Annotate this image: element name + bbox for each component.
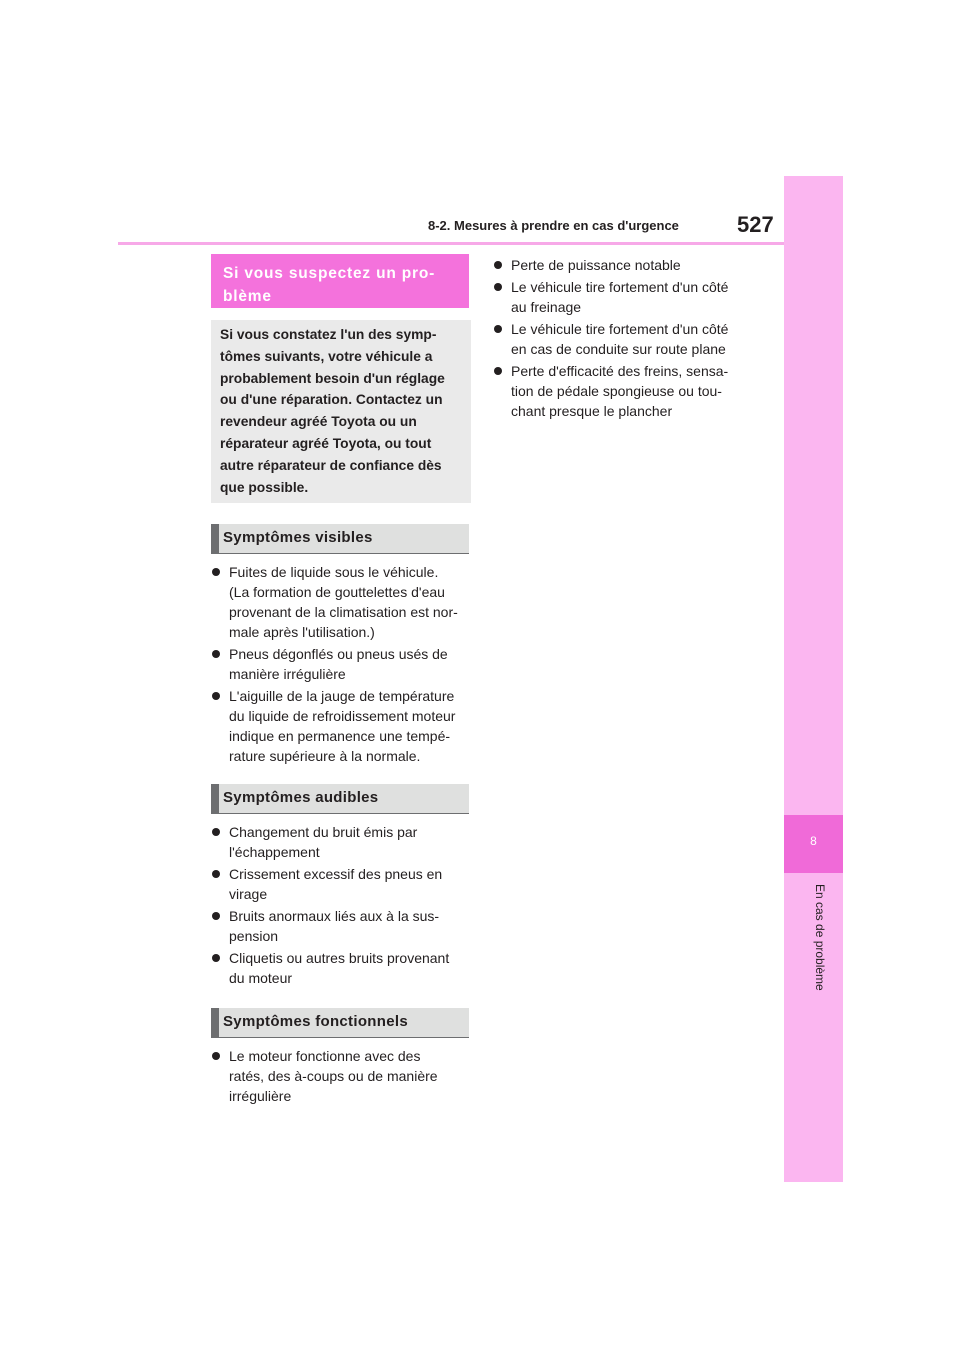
- list-item: L'aiguille de la jauge de température du liquide de refroidissement moteur indique en permanence une tempé- rature supérieure à la normale.: [211, 686, 473, 766]
- heading-audible-symptoms: [211, 784, 469, 814]
- intro-text: Si vous constatez l'un des symp- tômes suivants, votre véhicule a probablement besoin d'un réglage ou d'une réparation. Contactez un revendeur agréé Toyota ou un réparateur agréé Toyota, ou tout autre réparateur de confiance dès que possible.: [220, 327, 445, 495]
- list-item: Le moteur fonctionne avec des ratés, des à-coups ou de manière irrégulière: [211, 1046, 473, 1106]
- visible-symptoms-list: [211, 562, 473, 768]
- heading-label: Symptômes audibles: [223, 789, 379, 806]
- page-number: 527: [737, 212, 774, 237]
- list-item: Pneus dégonflés ou pneus usés de manière irrégulière: [211, 644, 473, 684]
- functional-symptoms-list: [211, 1046, 473, 1108]
- list-item: Bruits anormaux liés aux à la sus- pension: [211, 906, 473, 946]
- section-title: 8-2. Mesures à prendre en cas d'urgence: [428, 218, 679, 233]
- list-item: Le véhicule tire fortement d'un côté au freinage: [493, 277, 755, 317]
- list-item: Le véhicule tire fortement d'un côté en cas de conduite sur route plane: [493, 319, 755, 359]
- list-item: Fuites de liquide sous le véhicule. (La formation de gouttelettes d'eau provenant de la climatisation est nor- male après l'utilisation.): [211, 562, 473, 642]
- chapter-title: En cas de problème: [813, 884, 827, 991]
- intro-title: Si vous suspectez un pro- blème: [223, 265, 436, 305]
- audible-symptoms-list: [211, 822, 473, 990]
- heading-label: Symptômes fonctionnels: [223, 1013, 408, 1030]
- heading-functional-symptoms: [211, 1008, 469, 1038]
- list-item: Perte de puissance notable: [493, 255, 755, 275]
- list-item: Crissement excessif des pneus en virage: [211, 864, 473, 904]
- heading-label: Symptômes visibles: [223, 529, 373, 546]
- functional-symptoms-list-continued: [493, 255, 755, 423]
- heading-visible-symptoms: [211, 524, 469, 554]
- list-item: Cliquetis ou autres bruits provenant du moteur: [211, 948, 473, 988]
- list-item: Perte d'efficacité des freins, sensa- tion de pédale spongieuse ou tou- chant presque le plancher: [493, 361, 755, 421]
- header-rule: [118, 242, 784, 245]
- chapter-side-tab: [784, 176, 843, 1182]
- list-item: Changement du bruit émis par l'échappement: [211, 822, 473, 862]
- chapter-number: 8: [810, 834, 817, 848]
